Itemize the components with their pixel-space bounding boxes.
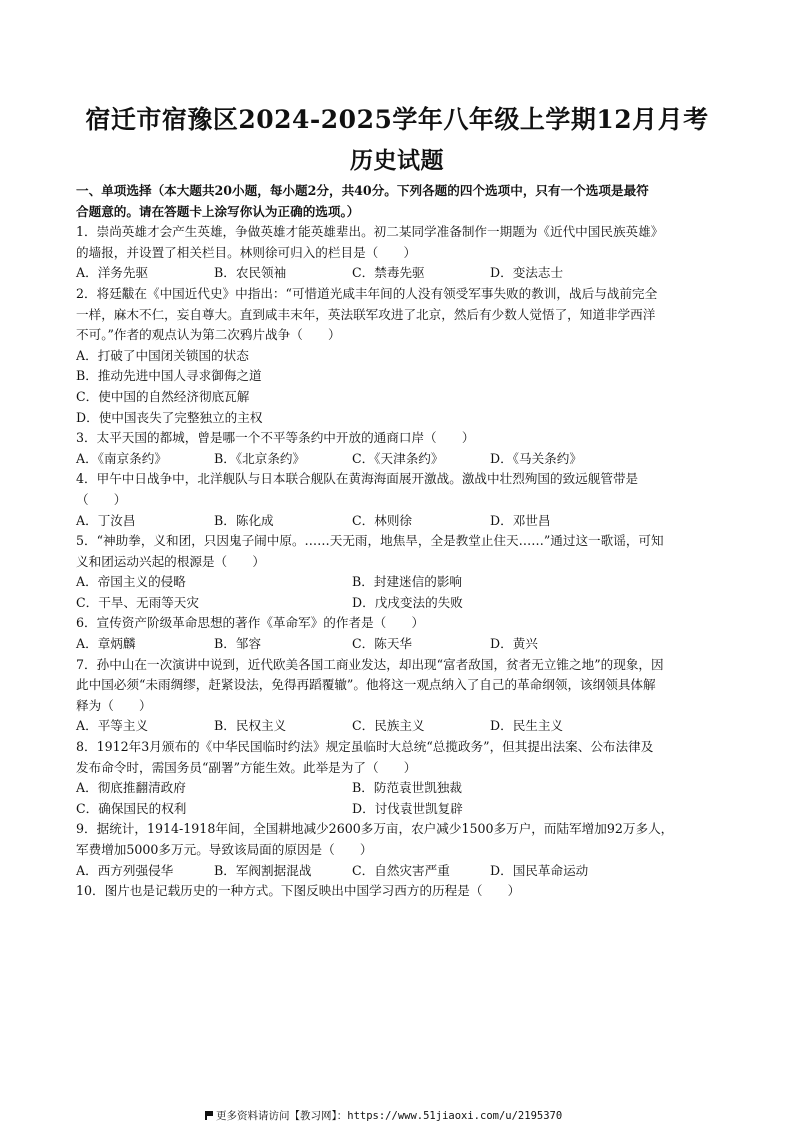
- question-text: 10．图片也是记载历史的一种方式。下图反映出中国学习西方的历程是（ ）: [76, 883, 521, 899]
- options-row: [76, 716, 718, 737]
- option-d: D．戊戌变法的失败: [352, 594, 463, 610]
- question-text: 3．太平天国的都城，曾是哪一个不平等条约中开放的通商口岸（ ）: [76, 430, 475, 446]
- option-a: A．平等主义: [76, 718, 149, 734]
- question-text: 不可。”作者的观点认为第二次鸦片战争（ ）: [76, 327, 341, 343]
- option-a: A．丁汝昌: [76, 512, 136, 528]
- option-d: D．使中国丧失了完整独立的主权: [76, 409, 263, 425]
- options-row: [76, 634, 718, 655]
- question-text: 1．崇尚英雄才会产生英雄，争做英雄才能英雄辈出。初二某同学准备制作一期题为《近代中国民族英雄》: [76, 224, 664, 240]
- option-d: D．《马关条约》: [490, 450, 582, 466]
- option-c: C．禁毒先驱: [352, 265, 425, 281]
- footer-link[interactable]: [205, 1108, 562, 1123]
- option-c: C．陈天华: [352, 636, 413, 652]
- option-a: A．彻底推翻清政府: [76, 780, 186, 796]
- option-c: C．民族主义: [352, 718, 425, 734]
- option-c: C．确保国民的权利: [76, 800, 187, 816]
- options-row: [76, 263, 718, 284]
- question-text: 释为（ ）: [76, 697, 152, 713]
- option-d: D．民生主义: [490, 718, 564, 734]
- option-b: B．《北京条约》: [214, 450, 306, 466]
- question-text: 6．宣传资产阶级革命思想的著作《革命军》的作者是（ ）: [76, 615, 425, 631]
- option-b: B．邹容: [214, 636, 262, 652]
- question-7: [76, 655, 718, 737]
- question-text: （ ）: [76, 491, 127, 507]
- question-text: 的墙报，并设置了相关栏目。林则徐可归入的栏目是（ ）: [76, 244, 417, 260]
- question-text: 军费增加5000多万元。导致该局面的原因是（ ）: [76, 842, 373, 857]
- option-a: A．打破了中国闭关锁国的状态: [76, 347, 249, 363]
- option-c: C．《天津条约》: [352, 450, 444, 466]
- section-header: 一、单项选择（本大题共20小题，每小题2分，共40分。下列各题的四个选项中，只有一个选项是最符: [76, 183, 649, 198]
- option-d: D．变法志士: [490, 265, 564, 281]
- options-row: [76, 572, 718, 593]
- question-9: [76, 819, 718, 881]
- question-text: 8．1912年3月颁布的《中华民国临时约法》规定虽临时大总统“总揽政务”，但其提出法案、公布法律及: [76, 739, 654, 755]
- question-text: 5．“神助拳，义和团，只因鬼子闹中原。……天无雨，地焦旱，全是教堂止住天……”通过这一歌谣，可知: [76, 533, 664, 549]
- option-c: C．使中国的自然经济彻底瓦解: [76, 388, 250, 404]
- options-row: [76, 449, 718, 470]
- option-c: C．自然灾害严重: [352, 862, 450, 878]
- question-text: 一样，麻木不仁，妄自尊大。直到咸丰末年，英法联军攻进了北京，然后有少数人觉悟了，知道非学西洋: [76, 306, 656, 322]
- option-a: A．西方列强侵华: [76, 862, 174, 878]
- options-row: [76, 511, 718, 532]
- question-4: [76, 469, 718, 531]
- options-row: [76, 861, 718, 882]
- question-text: 此中国必须“未雨绸缪，赶紧设法，免得再蹈覆辙”。他将这一观点纳入了自己的革命纲领，该纲领具体解: [76, 677, 656, 693]
- option-b: B．农民领袖: [214, 265, 287, 281]
- option-c: C．林则徐: [352, 512, 413, 528]
- question-3: [76, 428, 718, 469]
- option-a: A．帝国主义的侵略: [76, 574, 186, 590]
- option-b: B．防范袁世凯独裁: [352, 780, 463, 796]
- option-d: D．国民革命运动: [490, 862, 589, 878]
- question-10: [76, 881, 718, 902]
- flag-icon: [205, 1111, 213, 1120]
- page-subtitle: 历史试题: [350, 147, 444, 174]
- question-text: 发布命令时，需国务员“副署”方能生效。此举是为了（ ）: [76, 759, 417, 775]
- options-row: [76, 799, 718, 820]
- question-6: [76, 613, 718, 654]
- footer-text[interactable]: 更多资料请访问【教习网】：https://www.51jiaoxi.com/u/2195370: [216, 1110, 563, 1122]
- option-a: A．《南京条约》: [76, 450, 167, 466]
- question-text: 2．将廷黻在《中国近代史》中指出：“可惜道光咸丰年间的人没有领受军事失败的教训，战后与战前完全: [76, 285, 658, 301]
- option-b: B．军阀割据混战: [214, 862, 312, 878]
- section-header-cont: 合题意的。请在答题卡上涂写你认为正确的选项。）: [76, 203, 360, 219]
- option-d: D．邓世昌: [490, 512, 551, 528]
- options-row: [76, 778, 718, 799]
- option-b: B．封建迷信的影响: [352, 574, 463, 590]
- page-title: 宿迁市宿豫区2024-2025学年八年级上学期12月月考: [85, 105, 709, 134]
- option-a: A．洋务先驱: [76, 265, 149, 281]
- question-5: [76, 531, 718, 613]
- option-b: B．民权主义: [214, 718, 287, 734]
- question-text: 4．甲午中日战争中，北洋舰队与日本联合舰队在黄海海面展开激战。激战中壮烈殉国的致远舰管带是: [76, 471, 639, 487]
- question-text: 9．据统计，1914-1918年间，全国耕地减少2600多万亩，农户减少1500多万户，而陆军增加92万多人，: [76, 821, 674, 837]
- question-8: [76, 737, 718, 819]
- option-c: C．干旱、无雨等天灾: [76, 594, 199, 610]
- option-a: A．章炳麟: [76, 636, 136, 652]
- option-d: D．黄兴: [490, 636, 538, 652]
- question-text: 义和团运动兴起的根源是（ ）: [76, 553, 265, 569]
- option-b: B．推动先进中国人寻求御侮之道: [76, 368, 262, 384]
- question-1: [76, 222, 718, 284]
- option-d: D．讨伐袁世凯复辟: [352, 800, 463, 816]
- exam-body: [76, 181, 718, 902]
- question-text: 7．孙中山在一次演讲中说到，近代欧美各国工商业发达，却出现“富者敌国，贫者无立锥之地”的现象，因: [76, 656, 664, 672]
- option-b: B．陈化成: [214, 512, 274, 528]
- options-row: [76, 593, 718, 614]
- question-2: [76, 284, 718, 428]
